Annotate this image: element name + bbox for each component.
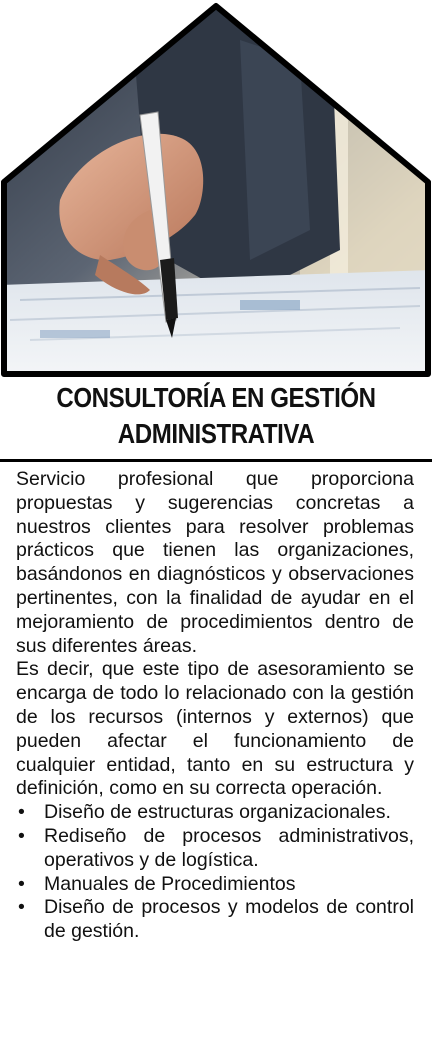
bullet-icon: • [18, 896, 25, 919]
bullet-icon: • [18, 801, 25, 824]
list-item [16, 825, 414, 873]
page-title [30, 380, 402, 452]
list-item [16, 801, 414, 825]
list-item [16, 873, 414, 897]
bullet-icon: • [18, 872, 25, 895]
page-title-line-1: CONSULTORÍA EN GESTIÓN [56, 382, 376, 413]
house-shaped-photo-frame [0, 0, 432, 380]
description-body [16, 468, 414, 944]
paragraph-detail: Es decir, que este tipo de asesoramiento se encarga de todo lo relacionado con la gestión de los recursos (internos y externos) que pueden afectar el funcionamiento de cualquier entidad, tanto en su estructura y definición, como en su correcta operación. [16, 658, 414, 800]
page-title-line-2: ADMINISTRATIVA [117, 418, 315, 449]
hero-image [0, 0, 432, 380]
list-item-text: Manuales de Procedimientos [44, 872, 296, 895]
services-list [16, 801, 414, 944]
title-divider [0, 459, 432, 462]
list-item-text: Rediseño de procesos administrativos, operativos y de logística. [44, 824, 414, 871]
bullet-icon: • [18, 824, 25, 847]
paragraph-intro: Servicio profesional que proporciona propuestas y sugerencias concretas a nuestros clientes para resolver problemas prácticos que tienen las organizaciones, basándonos en diagnósticos y observaciones pertinentes, con la finalidad de ayudar en el mejoramiento de procedimientos dentro de sus diferentes áreas. [16, 468, 414, 657]
list-item-text: Diseño de procesos y modelos de control de gestión. [44, 896, 414, 943]
list-item [16, 896, 414, 944]
list-item-text: Diseño de estructuras organizacionales. [44, 801, 391, 824]
